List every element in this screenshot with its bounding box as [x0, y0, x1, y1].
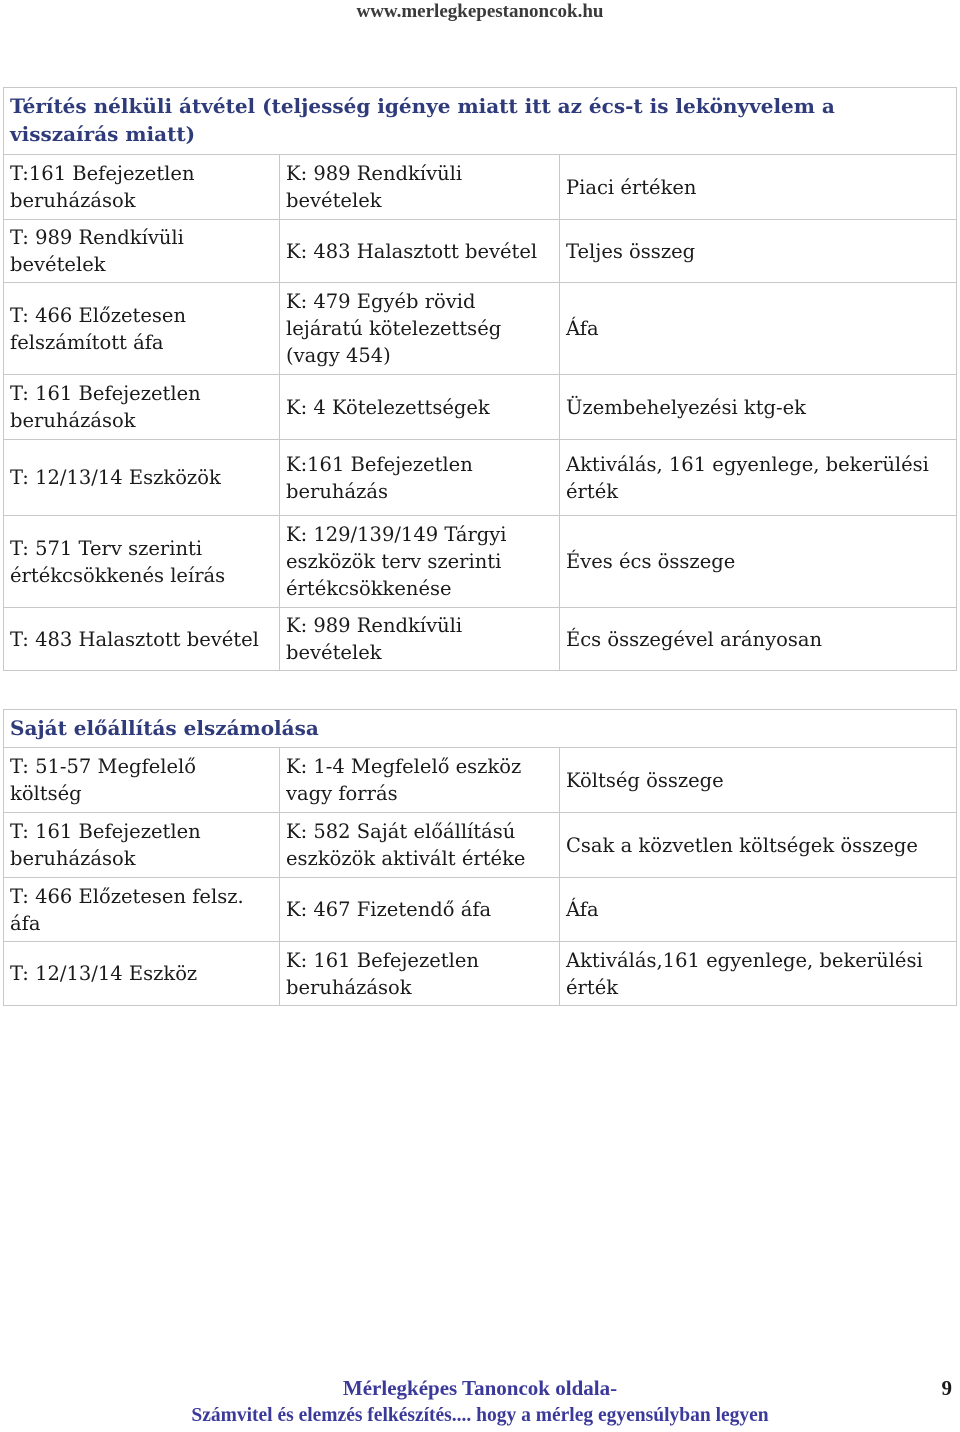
credit-cell: K: 483 Halasztott bevétel — [280, 220, 560, 283]
note-cell: Éves écs összege — [560, 516, 957, 608]
table-row — [4, 878, 957, 942]
own-production-table — [3, 709, 957, 1006]
table-row — [4, 155, 957, 220]
credit-cell: K: 161 Befejezetlen beruházások — [280, 942, 560, 1006]
note-cell: Aktiválás,161 egyenlege, bekerülési érték — [560, 942, 957, 1006]
table-row — [4, 942, 957, 1006]
note-cell: Teljes összeg — [560, 220, 957, 283]
credit-cell: K: 129/139/149 Tárgyi eszközök terv szerinti értékcsökkenése — [280, 516, 560, 608]
free-acquisition-table — [3, 87, 957, 671]
footer-site-name: Mérlegképes Tanoncok oldala- — [342, 1376, 618, 1400]
section-title: Térítés nélküli átvétel (teljesség igénye miatt itt az écs-t is lekönyvelem a visszaírás miatt) — [4, 88, 957, 155]
debit-cell: T: 12/13/14 Eszköz — [4, 942, 280, 1006]
debit-cell: T: 161 Befejezetlen beruházások — [4, 375, 280, 440]
table-row — [4, 375, 957, 440]
table-row — [4, 283, 957, 375]
section-title: Saját előállítás elszámolása — [4, 710, 957, 748]
credit-cell: K: 4 Kötelezettségek — [280, 375, 560, 440]
credit-cell: K: 582 Saját előállítású eszközök aktivált értéke — [280, 813, 560, 878]
credit-cell: K: 467 Fizetendő áfa — [280, 878, 560, 942]
note-cell: Piaci értéken — [560, 155, 957, 220]
note-cell: Aktiválás, 161 egyenlege, bekerülési érték — [560, 440, 957, 516]
table-row — [4, 608, 957, 671]
debit-cell: T: 571 Terv szerinti értékcsökkenés leírás — [4, 516, 280, 608]
table-row — [4, 516, 957, 608]
note-cell: Áfa — [560, 878, 957, 942]
credit-cell: K:161 Befejezetlen beruházás — [280, 440, 560, 516]
credit-cell: K: 1-4 Megfelelő eszköz vagy forrás — [280, 748, 560, 813]
debit-cell: T: 51-57 Megfelelő költség — [4, 748, 280, 813]
debit-cell: T:161 Befejezetlen beruházások — [4, 155, 280, 220]
note-cell: Költség összege — [560, 748, 957, 813]
table-row — [4, 748, 957, 813]
note-cell: Áfa — [560, 283, 957, 375]
debit-cell: T: 466 Előzetesen felszámított áfa — [4, 283, 280, 375]
debit-cell: T: 466 Előzetesen felsz. áfa — [4, 878, 280, 942]
credit-cell: K: 479 Egyéb rövid lejáratú kötelezettség (vagy 454) — [280, 283, 560, 375]
credit-cell: K: 989 Rendkívüli bevételek — [280, 608, 560, 671]
note-cell: Üzembehelyezési ktg-ek — [560, 375, 957, 440]
table-row — [4, 220, 957, 283]
page-number: 9 — [941, 1376, 952, 1400]
note-cell: Csak a közvetlen költségek összege — [560, 813, 957, 878]
debit-cell: T: 483 Halasztott bevétel — [4, 608, 280, 671]
footer-tagline: Számvitel és elemzés felkészítés.... hogy a mérleg egyensúlyban legyen — [191, 1405, 769, 1426]
debit-cell: T: 989 Rendkívüli bevételek — [4, 220, 280, 283]
debit-cell: T: 161 Befejezetlen beruházások — [4, 813, 280, 878]
table-row — [4, 440, 957, 516]
table-row — [4, 813, 957, 878]
debit-cell: T: 12/13/14 Eszközök — [4, 440, 280, 516]
note-cell: Écs összegével arányosan — [560, 608, 957, 671]
credit-cell: K: 989 Rendkívüli bevételek — [280, 155, 560, 220]
site-url: www.merlegkepestanoncok.hu — [356, 1, 604, 22]
